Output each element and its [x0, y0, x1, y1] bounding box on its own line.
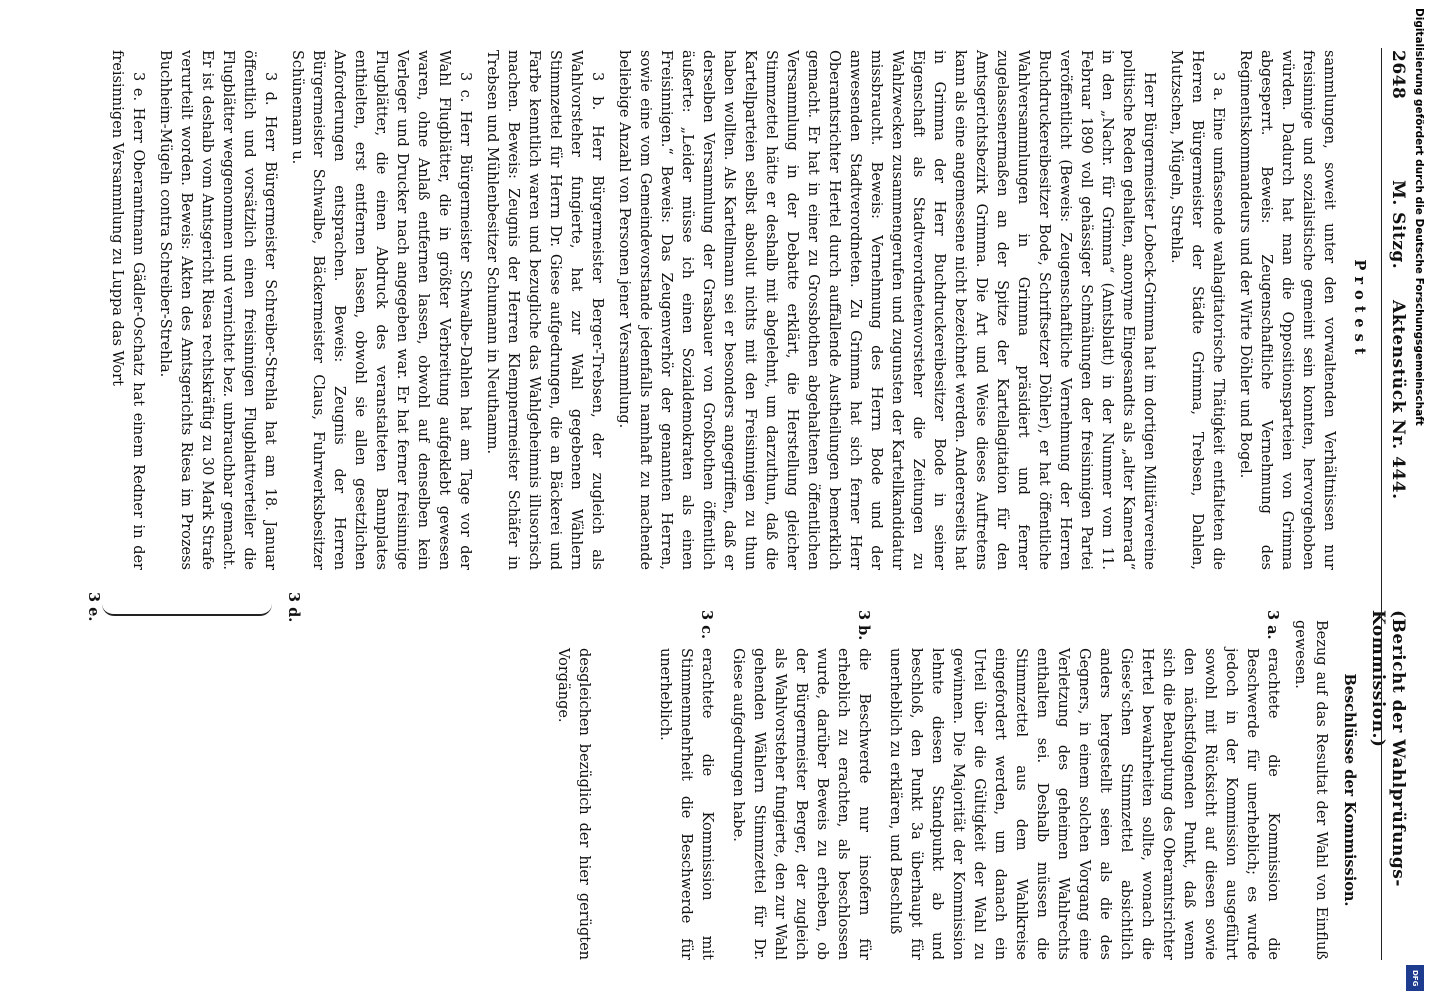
brace-tag: 3 e.	[85, 592, 102, 622]
report-title: (Bericht der Wahlprüfungs-Kommission.)	[1368, 610, 1408, 887]
commission-item-text: erachtete die Kommission mit Stimmenmehrheit die Beschwerde für unerheblich.	[657, 648, 715, 960]
commission-item	[654, 610, 717, 960]
protest-paragraph: 3 c. Herr Bürgermeister Schwalbe-Dahlen hat am Tage vor der Wahl Flugblätter, die in größter Verbreitung aufgeklebt gewesen waren, ohne Anlaß entfernen lassen, obwohl auf denselben kein Verleger und Drucker nach angegeben war. Er hat ferner freisinnige Flugblätter, die einen Abdruck des veranstalteten Bannplates enthielten, erst entfernen lassen, obwohl sie allen gesetzlichen Anforderungen entsprachen. Beweis: Zeugnis der Herren Bürgermeister Schwalbe, Bäckermeister Claus, Fuhrwerksbesitzer Schünemann u.	[289, 50, 473, 570]
credit-strip	[1403, 0, 1425, 1000]
protest-paragraph: sammlungen, soweit unter den vorwaltenden Verhältnissen nur freisinnige und sozialistische gemeint sein konnten, hervorgehoben würden. Dadurch hat man die Oppositionsparteien von Grimma abgesperrt. Beweis: Zeugenschaftliche Vernehmung des Regimentskommandeurs und der Wirte Döhler und Bogel.	[1237, 50, 1337, 570]
dfg-logo-icon: DFG	[1406, 965, 1424, 991]
brace-bracket	[102, 600, 272, 616]
protest-column	[100, 50, 1374, 570]
page-number: 2648	[1388, 50, 1408, 100]
commission-item	[727, 610, 874, 960]
commission-intro: Bezug auf das Resultat der Wahl von Einfluß gewesen.	[1292, 620, 1329, 960]
commission-column	[542, 610, 1374, 960]
commission-item	[884, 610, 1283, 960]
commission-item-tag: 3 b.	[855, 610, 872, 641]
protest-heading: Protest	[1351, 259, 1368, 361]
brace-tag: 3 d.	[285, 592, 302, 623]
header-rule	[1381, 48, 1382, 960]
rotated-page-content	[32, 0, 1432, 1000]
brace-group-text: desgleichen bezüglich der hier gerügten Vorgänge.	[555, 648, 592, 960]
commission-item-text: erachtete die Kommission die Beschwerde für unerheblich; es wurde jedoch in der Kommission ausgeführt sowohl mit Rücksicht auf diesen sowie den nächstfolgenden Punkt, daß wenn sich die Behauptung des Oberamtsrichter Hertel bewahrheiten sollte, wonach die Giese'schen Stimmzettel absichtlich anders hergestellt seien als die des Gegners, in einem solchen Vorgang eine Verletzung des geheimen Wahlrechts enthalten sei. Deshalb müssen die Stimmzettel aus dem Wahlkreise eingefordert werden, um danach ein Urteil über die Gültigkeit der Wahl zu gewinnen. Die Majorität der Kommission lehnte diesen Standpunkt ab und beschloß, den Punkt 3a überhaupt für unerheblich zu erklären, und Beschluß	[887, 648, 1281, 960]
protest-paragraph: 3 d. Herr Bürgermeister Schreiber-Strehla hat am 18. Januar öffentlich und vorsätzlich einen freisinnigen Flugblattverteiler die Flugblätter weggenommen und vernichtet bez. unbrauchbar gemacht. Er ist deshalb vom Amtsgericht Riesa rechtskräftig zu 30 Mark Strafe verurteilt worden. Beweis: Akten des Amtsgerichts Riesa im Prozess Buchheim-Mügeln contra Schreiber-Strehla.	[157, 50, 278, 570]
commission-item-text: die Beschwerde nur insofern für erheblich zu erachten, als beschlossen wurde, darüber Beweis zu erheben, ob der Bürgermeister Berger, der zugleich als Wahlvorsteher fungierte, den zur Wahl gehenden Wählern Stimmzettel für Dr. Giese aufgedrungen habe.	[730, 648, 872, 960]
commission-item-tag: 3 a.	[1264, 610, 1281, 640]
commission-item-tag: 3 c.	[698, 610, 715, 640]
protest-paragraph: 3 e. Herr Oberamtmann Gädler-Oschatz hat einem Redner in der freisinnigen Versammlung zu Luppa das Wort	[109, 50, 146, 570]
commission-heading: Beschlüsse der Kommission.	[1341, 673, 1358, 907]
protest-paragraph: 3 b. Herr Bürgermeister Berger-Trebsen, der zugleich als Wahlvorsteher fungierte, hat zur Wahl gegebenen Wählern Stimmzettel für Herrn Dr. Giese aufgedrungen, die an Bäckerei und Farbe kenntlich waren und bezugliche das Wahlgeheimnis illusorisch machen. Beweis: Zeugnis der Herren Klempnermeister Schäfer in Trebsen und Mühlenbesitzer Schumann in Neuthamm.	[484, 50, 605, 570]
supplement-label: Aktenstück Nr. 444.	[1388, 300, 1408, 500]
protest-paragraph: 3 a. Eine umfassende wahlagitatorische Thätigkeit entfalteten die Herren Bürgermeister der Städte Grimma, Trebsen, Dahlen, Mutzschen, Mügeln, Strehla.	[1168, 50, 1226, 570]
digitization-credit: Digitalisierung gefördert durch die Deutsche Forschungsgemeinschaft	[1413, 8, 1425, 426]
session-label: M. Sitzg.	[1388, 180, 1408, 270]
protest-paragraph: Herr Bürgermeister Lobeck-Grimma hat im dortigen Militärvereine politische Reden gehalten, anonyme Eingesandts als „alter Kamerad“ in den „Nachr. für Grimma“ (Amtsblatt) in der Nummer vom 11. Februar 1890 voll gehässiger Schmähungen der freisinnigen Partei veröffentlicht (Beweis: Zeugenschaftliche Vernehmung der Herren Buchdruckereibesitzer Bode, Schriftsetzer Döhler), er hat öffentliche Wahlversammlungen in Grimma präsidiert und ferner zugelassenermaßen an der Spitze der Kartellagitation für den Amtsgerichtsbezirk Grimma. Die Art und Weise dieses Auftretens kann als eine angemessene nicht bezeichnet werden. Andererseits hat in Grimma der Herr Buchdruckereibesitzer Bode in seiner Eigenschaft als Stadtverordnetenvorsteher die Zeitungen zu Wahlzwecken zusammengerufen und zugunsten der Kartellkandidatur missbraucht. Beweis: Vernehmung des Herrn Bode und der anwesenden Stadtverordneten. Zu Grimma hat sich ferner Herr Oberamtsrichter Hertel durch auffallende Austheilungen bemerklich gemacht. Er hat in einer zu Grossbothen abgehaltenen öffentlichen Versammlung in der Debatte erklärt, die Herstellung gleicher Stimmzettel hätte er deshalb mit abgelehnt, um darzuthun, daß die Kartellparteien selbst absolut nichts mit den Freisinnigen zu thun haben wollten. Als Kartellmann sei er besonders angegriffen, daß er derselben Versammlung der Grasbauer von Großbothen öffentlich äußerte: „Leider müsse ich einen Sozialdemokraten als einen Freisinnigen.“ Beweis: Das Zeugenverhör der genannten Herren, sowie eine vom Gemeindevorstande jedenfalls namhaft zu machende beliebige Anzahl von Personen jener Versammlung.	[616, 50, 1157, 570]
brace-group	[552, 620, 594, 960]
